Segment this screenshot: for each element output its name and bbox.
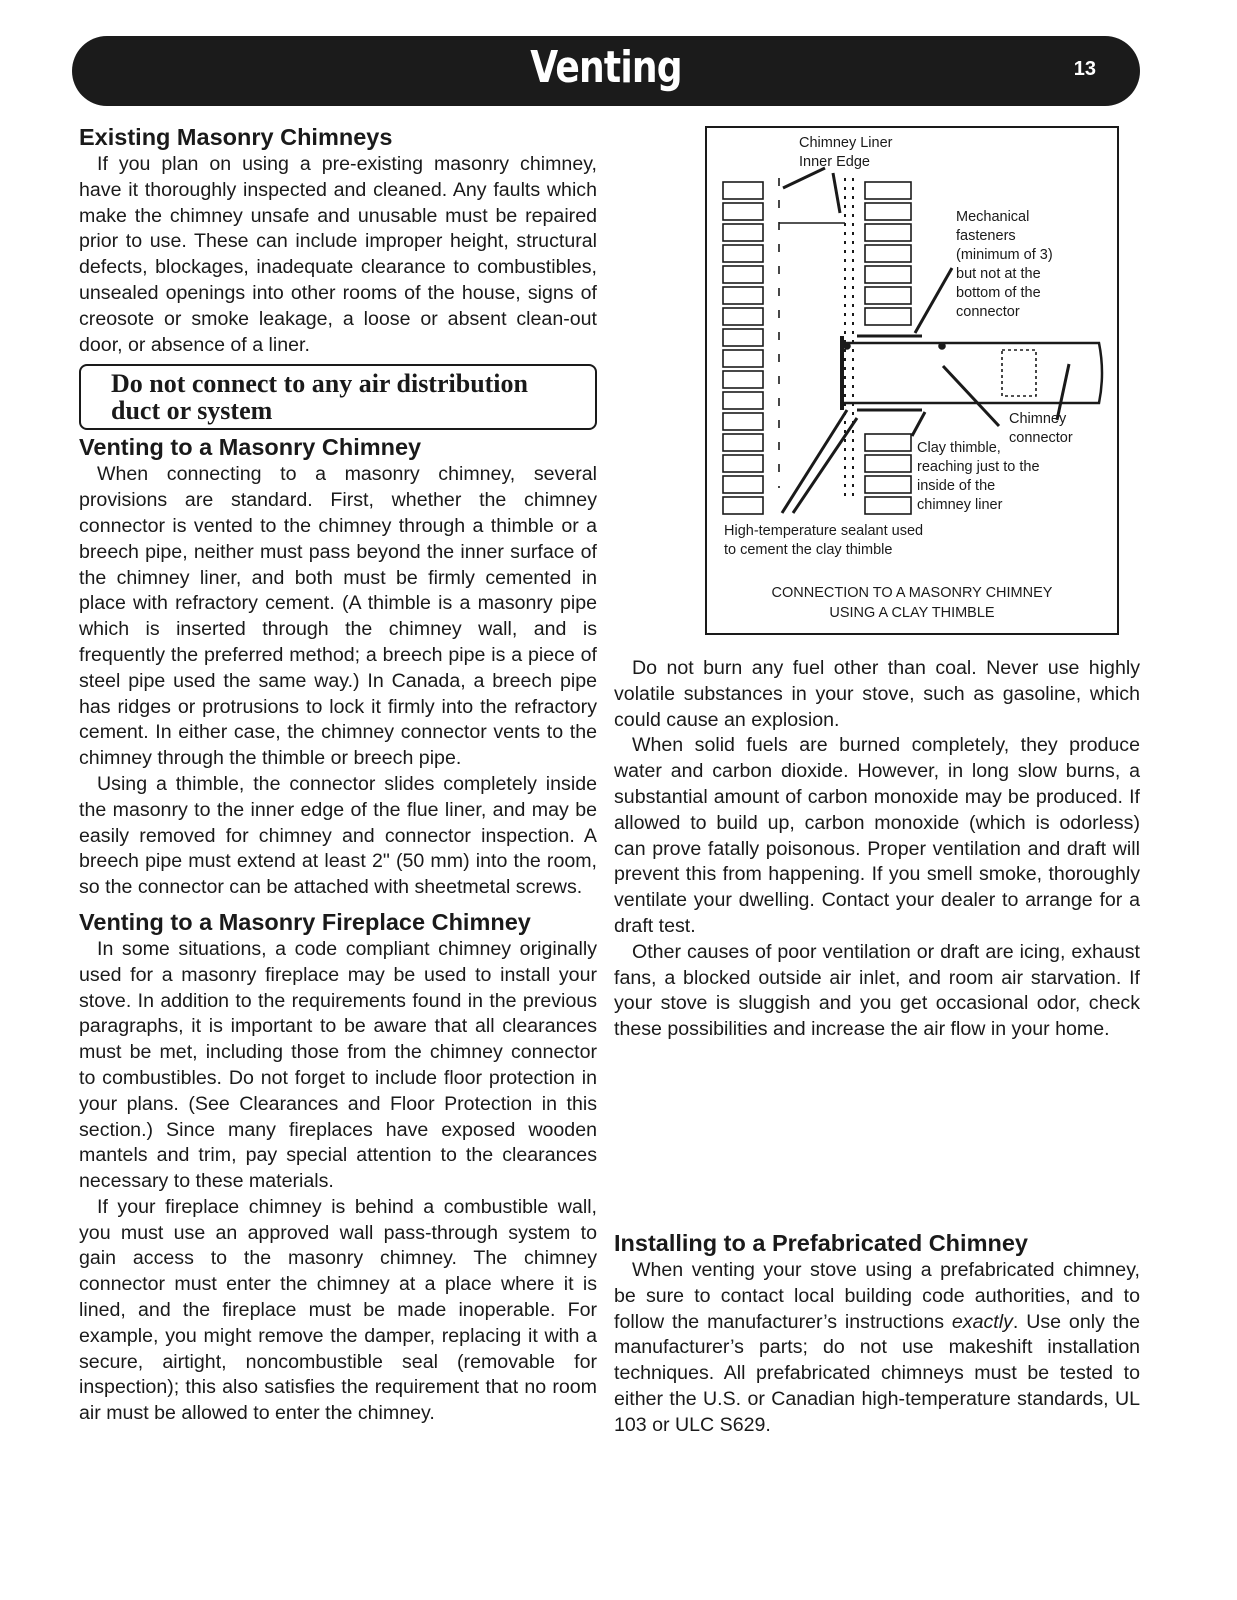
label-clay-thimble: Clay thimble, reaching just to the inside of the chimney liner (917, 440, 1040, 513)
brick (865, 308, 911, 325)
paragraph (614, 1258, 1140, 1439)
brick (723, 245, 763, 262)
paragraph: When connecting to a masonry chimney, several provisions are standard. First, whether the chimney connector is vented to the chimney through a thimble or a breech pipe, neither must pass beyond the inner surface of the chimney liner, and both must be firmly cemented in place with refractory cement. (A thimble is a masonry pipe which is inserted through the chimney wall, and is frequently the preferred method; a breech pipe is a piece of steel pipe used the same way.) In Canada, a breech pipe has ridges or protrusions to lock it firmly into the refractory cement. In either case, the chimney connector vents to the chimney through the thimble or breech pipe. (79, 463, 597, 770)
brick (723, 434, 763, 451)
paragraph-text: . Use only the manufacturer’s parts; do not use makeshift installation techniques. All prefabricated chimneys must be tested to either the U.S. or Canadian high-temperature standards, UL 103 or ULC S629. (614, 1310, 1140, 1436)
figure-caption: CONNECTION TO A MASONRY CHIMNEY USING A CLAY THIMBLE (771, 585, 1053, 621)
brick (723, 203, 763, 220)
section-heading-existing-masonry: Existing Masonry Chimneys (79, 124, 393, 150)
label-mechanical-fasteners: Mechanical fasteners (minimum of 3) but not at the bottom of the connector (956, 209, 1053, 320)
paragraph: When solid fuels are burned completely, they produce water and carbon dioxide. However, in long slow burns, a substantial amount of carbon monoxide may be produced. If allowed to build up, carbon monoxide (which is odorless) can prove fatally poisonous. Proper ventilation and draft will prevent this from happening. If you smell smoke, thoroughly ventilate your dwelling. Contact your dealer to arrange for a draft test. (614, 734, 1140, 937)
brick (723, 182, 763, 199)
brick (865, 497, 911, 514)
paragraph: Using a thimble, the connector slides completely inside the masonry to the inner edge of the flue liner, and may be easily removed for chimney and connector inspection. A breech pipe must extend at least 2" (50 mm) into the room, so the connector can be attached with sheetmetal screws. (79, 772, 597, 899)
brick (865, 245, 911, 262)
right-column-bottom (614, 1228, 1140, 1439)
left-column (79, 122, 597, 1427)
brick (723, 266, 763, 283)
page-title: Venting (530, 42, 682, 93)
paragraph: Do not burn any fuel other than coal. Never use highly volatile substances in your stove, such as gasoline, which could cause an explosion. (614, 657, 1140, 731)
brick (723, 413, 763, 430)
brick (723, 329, 763, 346)
brick (865, 266, 911, 283)
paragraph: In some situations, a code compliant chimney originally used for a masonry fireplace may be used to install your stove. In addition to the requirements found in the previous paragraphs, it is important to be aware that all clearances must be met, including those from the chimney connector to combustibles. Do not forget to include floor protection in your plans. (See Clearances and Floor Protection in this section.) Since many fireplaces have exposed wooden mantels and trim, pay special attention to the clearances necessary to these materials. (79, 937, 597, 1193)
brick (865, 224, 911, 241)
brick (865, 287, 911, 304)
label-chimney-liner: Chimney Liner Inner Edge (799, 135, 893, 170)
brick (865, 476, 911, 493)
brick (865, 434, 911, 451)
brick (865, 203, 911, 220)
chimney-diagram (705, 126, 1119, 635)
brick (723, 224, 763, 241)
brick (723, 308, 763, 325)
brick (865, 182, 911, 199)
brick (723, 350, 763, 367)
paragraph-text: When venting your stove using a prefabricated chimney, be sure to contact local building code authorities, and to follow the manufacturer’s instructions (614, 1259, 1140, 1333)
warning-box: Do not connect to any air distribution duct or system (79, 364, 597, 430)
label-chimney-connector: Chimney connector (1009, 411, 1073, 446)
paragraph: If you plan on using a pre-existing masonry chimney, have it thoroughly inspected and cleaned. Any faults which make the chimney unsafe and unusable must be repaired prior to use. These can include improper height, structural defects, blockages, inadequate clearance to combustibles, unsealed openings into other rooms of the house, signs of creosote or smoke leakage, a loose or absent clean-out door, or absence of a liner. (79, 153, 597, 356)
page-number: 13 (1073, 58, 1096, 80)
section-heading-venting-masonry: Venting to a Masonry Chimney (79, 434, 422, 461)
brick (723, 476, 763, 493)
brick (723, 371, 763, 388)
brick (865, 455, 911, 472)
label-sealant: High-temperature sealant used to cement the clay thimble (724, 523, 924, 558)
paragraph: If your fireplace chimney is behind a combustible wall, you must use an approved wall pass-through system to gain access to the masonry chimney. The chimney connector must enter the chimney at a place where it is lined, and the fireplace must be made inoperable. For example, you might remove the damper, replacing it with a secure, airtight, noncombustible seal (removable for inspection); this also satisfies the requirement that no room air must be allowed to enter the chimney. (79, 1195, 597, 1425)
brick (723, 497, 763, 514)
brick (723, 392, 763, 409)
brick (723, 287, 763, 304)
section-heading-fireplace-chimney: Venting to a Masonry Fireplace Chimney (79, 908, 531, 935)
brick (723, 455, 763, 472)
section-heading-prefabricated-chimney: Installing to a Prefabricated Chimney (614, 1230, 1028, 1256)
right-column-top (614, 656, 1140, 1043)
page-header (72, 36, 1140, 106)
paragraph: Other causes of poor ventilation or draft are icing, exhaust fans, a blocked outside air inlet, and room air starvation. If your stove is sluggish and you get occasional odor, check these possibilities and increase the air flow in your home. (614, 940, 1140, 1041)
emphasis-text: exactly (951, 1310, 1013, 1333)
